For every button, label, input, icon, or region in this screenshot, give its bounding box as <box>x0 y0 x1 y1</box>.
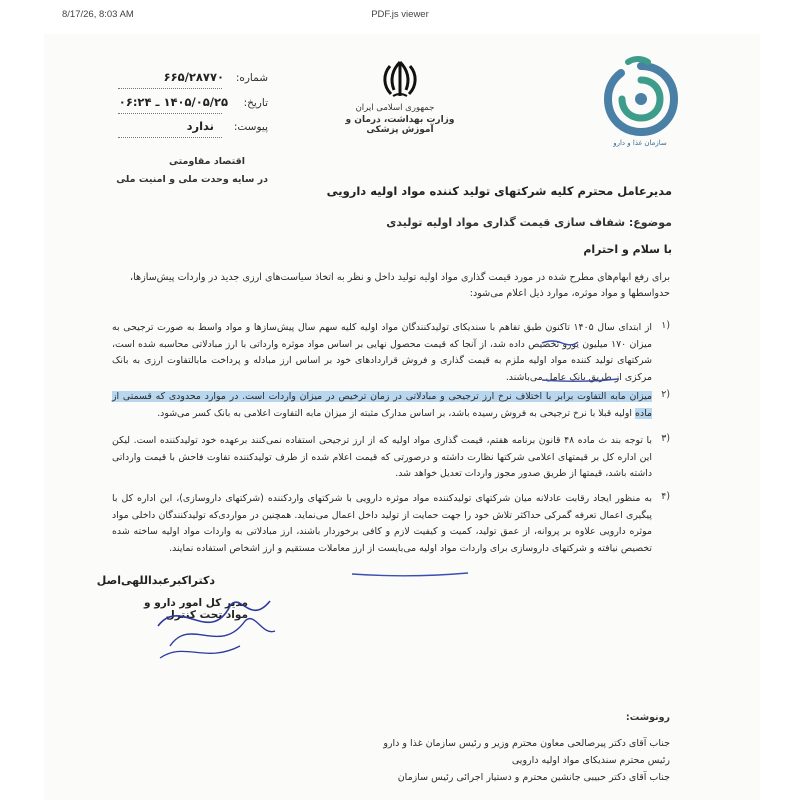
cc-line: جناب آقای دکتر حبیبی جانشین محترم و دستیار اجرائی رئیس سازمان <box>397 772 670 783</box>
subject-line: موضوع: شفاف سازی قیمت گذاری مواد اولیه تولیدی <box>386 216 672 229</box>
viewer-title: PDF.js viewer <box>371 9 429 20</box>
cc-line: جناب آقای دکتر پیرصالحی معاون محترم وزیر و رئیس سازمان غذا و دارو <box>383 738 670 749</box>
pen-underline-mark <box>540 376 620 384</box>
emblem-caption-country: جمهوری اسلامی ایران <box>355 103 435 113</box>
item-number: (۱ <box>661 320 670 331</box>
signer-title: مدیر کل امور دارو و مواد تحت کنترل <box>144 597 248 621</box>
greeting: با سلام و احترام <box>583 243 672 256</box>
letter-date-value: ۱۴۰۵/۰۵/۲۵ ـ ۰۶:۲۴ <box>118 95 228 109</box>
letter-attachment-label: پیوست: <box>233 121 268 133</box>
letter-number-value: ۶۶۵/۲۸۷۷۰ <box>163 70 224 84</box>
divider <box>118 137 222 138</box>
print-timestamp: 8/17/26, 8:03 AM <box>62 9 134 20</box>
item-number: (۴ <box>661 491 670 502</box>
signer-name: دکتراکبرعبداللهی‌اصل <box>96 574 215 587</box>
pen-underline-mark <box>350 570 470 578</box>
pen-underline-mark <box>540 338 580 346</box>
cc-label: رونوشت: <box>625 712 670 723</box>
list-item: با توجه بند ث ماده ۴۸ قانون برنامه هفتم، قیمت گذاری مواد اولیه که از ارز ترجیحی استفاده نمی‌کنند برعهده خود تولیدکننده است. لیکن این اداره کل بر قیمتهای اعلامی شرکتها نظارت داشته و درصورتی که قیمت اعلام شده از طرف تولیدکننده تفاوت فاحش با قیمت وارداتی داشته باشد، قیمتها از طریق صدور مجوز واردات تعدیل خواهد شد. <box>112 435 652 479</box>
letter-attachment-value: ندارد <box>186 119 214 133</box>
recipient-line: مدیرعامل محترم کلیه شرکتهای تولید کننده مواد اولیه دارویی <box>326 184 672 198</box>
list-item: از ابتدای سال ۱۴۰۵ تاکنون طبق تفاهم با سندیکای تولیدکنندگان مواد اولیه کلیه سهم سال پیش‌سازها و مواد واسط به صورت ترجیحی به میزان ۱۷۰ میلیون یورو تخصیص داده شد، از آنجا که قیمت محصول نهایی بر اساس مواد موثره وارداتی با ارز مبادلاتی محاسبه شده است، شرکتهای تولید کننده مواد اولیه ملزم به قیمت گذاری و فروش قراردادهای خود بر اساس ارز مبادله و پرداخت مابالتفاوت ارزی به بانک مرکزی از طریق بانک عامل می‌باشند. <box>112 322 652 383</box>
highlighted-text: میزان مابه التفاوت برابر با اختلاف نرخ ارز ترجیحی و مبادلاتی در زمان ترخیص در میزان واردات است. در موارد محدودی که قسمتی از ماده <box>112 391 652 419</box>
emblem-caption-ministry: وزارت بهداشت، درمان و آموزش پزشکی <box>345 115 455 135</box>
slogan-line-2: در سایه وحدت ملی و امنیت ملی <box>116 174 268 185</box>
letter-date-label: تاریخ: <box>243 97 268 109</box>
handwritten-signature-icon <box>150 586 280 670</box>
list-item <box>112 389 652 422</box>
print-header <box>0 0 800 26</box>
item-text: اولیه قبلا با نرخ ترجیحی به فروش رسیده باشد، بر اساس مدارک مثبته از میزان مابه التفاوت اعلامی به بانک کسر می‌شود. <box>157 407 633 419</box>
divider <box>118 113 222 114</box>
letter-number-label: شماره: <box>235 72 268 84</box>
list-item: به منظور ایجاد رقابت عادلانه میان شرکتهای تولیدکننده مواد موثره دارویی با شرکتهای واردکننده (شرکتهای داروسازی)، این اداره کل با پیگیری اعمال تعرفه گمرکی حداکثر تلاش خود را جهت حمایت از تولید داخل اعمال می‌نماید. همچنین در مواردی‌که تولیدکنندگان داخلی مواد موثره دارویی علاوه بر پروانه، از عمق تولید، کمیت و کیفیت لازم و کافی برخوردار باشند، ارز مبادلاتی به واردات مواد اولیه ساخته شده تخصیص نیافته و شرکتهای داروسازی برای واردات مواد اولیه می‌بایست از ارز معاملات مستقیم و ارز اشخاص استفاده نمایند. <box>112 493 652 554</box>
ifda-logo-icon <box>598 56 684 146</box>
intro-paragraph: برای رفع ابهام‌های مطرح شده در مورد قیمت گذاری مواد اولیه تولید داخل و نظر به اتخاذ سیاست‌های ارزی جدید در واردات پیش‌سازها، حدواسطها و مواد موثره، موارد ذیل اعلام می‌شود: <box>130 272 670 299</box>
iran-emblem-icon <box>378 58 422 104</box>
cc-line: رئیس محترم سندیکای مواد اولیه دارویی <box>511 755 670 766</box>
divider <box>118 88 222 89</box>
item-number: (۲ <box>661 389 670 400</box>
item-number: (۳ <box>661 433 670 444</box>
logo-caption: سازمان غذا و دارو <box>613 139 667 147</box>
slogan-line-1: اقتصاد مقاومتی <box>168 156 245 167</box>
